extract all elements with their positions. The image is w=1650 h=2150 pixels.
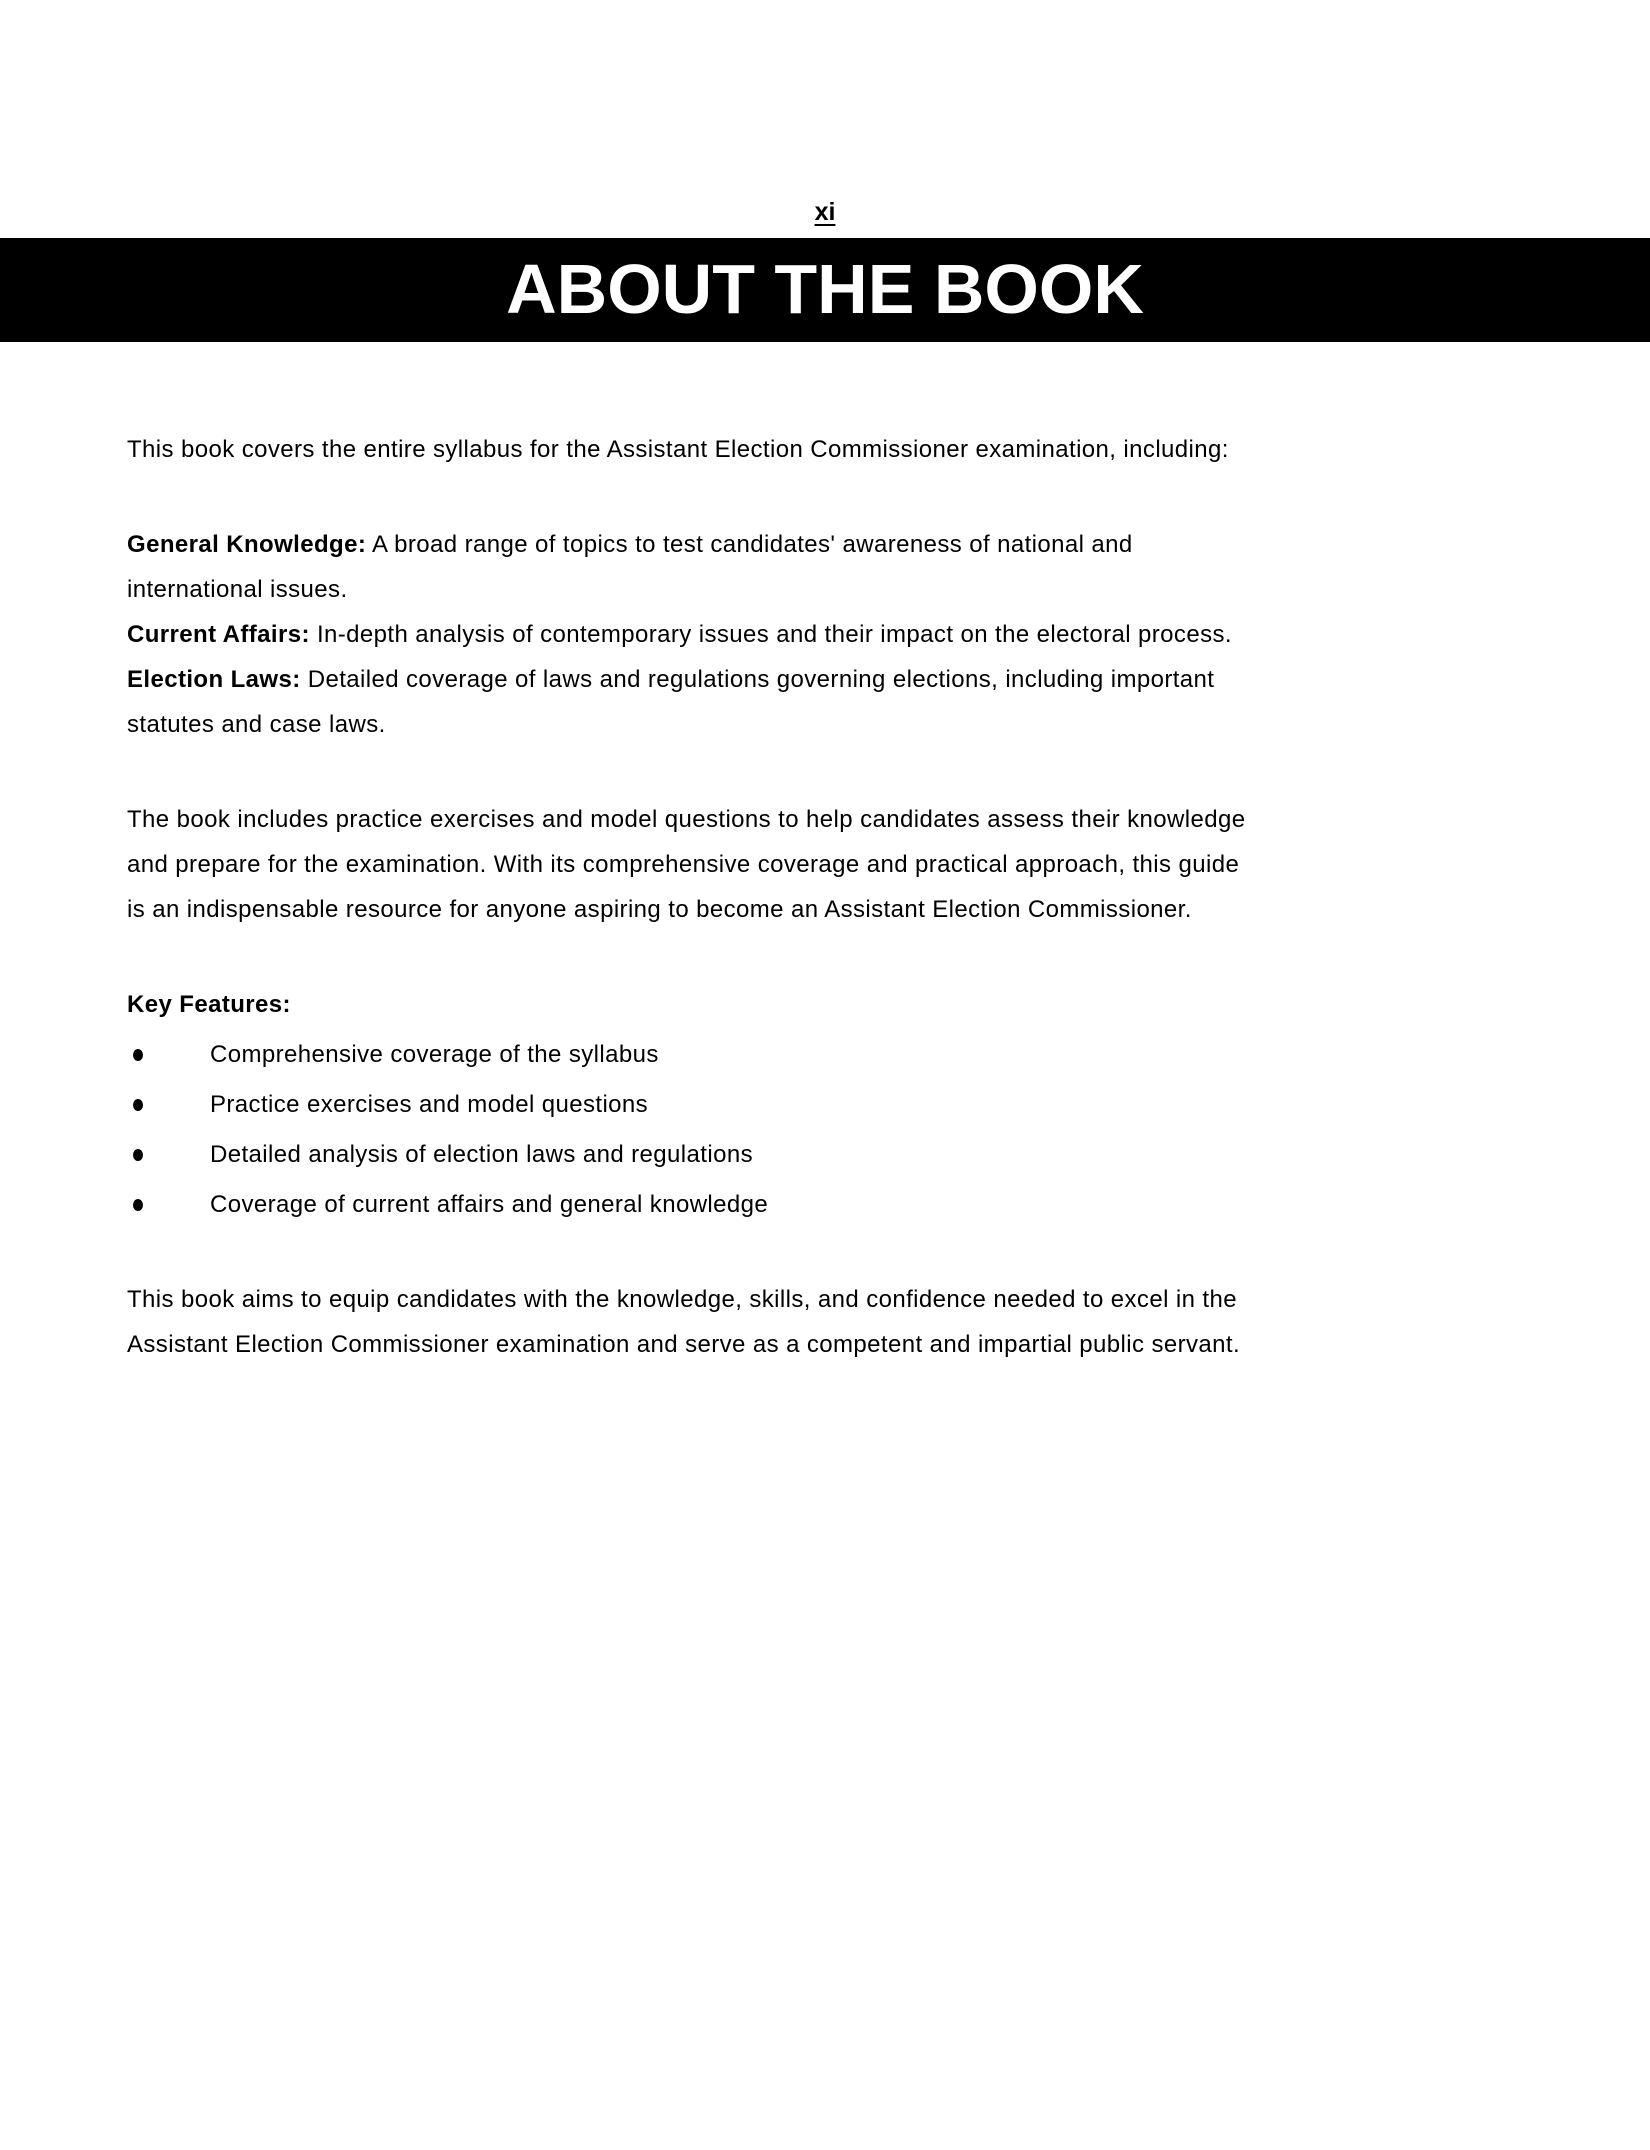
topic-election-laws (127, 657, 1530, 702)
summary-line-3: is an indispensable resource for anyone aspiring to become an Assistant Election Commissioner. (127, 896, 1192, 923)
closing-line-1: This book aims to equip candidates with the knowledge, skills, and confidence needed to excel in the (127, 1286, 1237, 1313)
list-item (127, 1082, 1530, 1127)
body-content (127, 427, 1530, 1417)
intro-paragraph (127, 427, 1530, 472)
bullet-icon (133, 1199, 143, 1211)
feature-text: Comprehensive coverage of the syllabus (210, 1041, 659, 1068)
summary-paragraph (127, 797, 1530, 932)
topic-label: Election Laws: (127, 666, 301, 693)
closing-paragraph (127, 1277, 1530, 1367)
topic-text: In-depth analysis of contemporary issues and their impact on the electoral process. (309, 621, 1232, 648)
summary-line-1: The book includes practice exercises and model questions to help candidates assess their knowledge (127, 806, 1246, 833)
key-features-heading: Key Features: (127, 991, 291, 1018)
list-item (127, 1132, 1530, 1177)
page-title: ABOUT THE BOOK (506, 250, 1144, 328)
feature-text: Coverage of current affairs and general knowledge (210, 1191, 769, 1218)
key-features-list (127, 1032, 1530, 1227)
page-number: xi (814, 198, 836, 226)
topic-label: Current Affairs: (127, 621, 310, 648)
topic-text: Detailed coverage of laws and regulations governing elections, including important (300, 666, 1215, 693)
bullet-icon (133, 1049, 143, 1061)
topics-paragraph (127, 522, 1530, 747)
title-banner (0, 238, 1650, 342)
bullet-icon (133, 1099, 143, 1111)
closing-line-2: Assistant Election Commissioner examination and serve as a competent and impartial public servant. (127, 1331, 1241, 1358)
list-item (127, 1032, 1530, 1077)
summary-line-2: and prepare for the examination. With its comprehensive coverage and practical approach, this guide (127, 851, 1240, 878)
feature-text: Practice exercises and model questions (210, 1091, 649, 1118)
intro-line: This book covers the entire syllabus for the Assistant Election Commissioner examination, including: (127, 436, 1229, 463)
feature-text: Detailed analysis of election laws and regulations (210, 1141, 753, 1168)
topic-text: A broad range of topics to test candidates' awareness of national and (366, 531, 1133, 558)
topic-general-knowledge (127, 522, 1530, 567)
bullet-icon (133, 1149, 143, 1161)
topic-label: General Knowledge: (127, 531, 367, 558)
topic-general-knowledge-cont: international issues. (127, 576, 348, 603)
topic-current-affairs (127, 612, 1530, 657)
topic-election-laws-cont: statutes and case laws. (127, 711, 386, 738)
list-item (127, 1182, 1530, 1227)
